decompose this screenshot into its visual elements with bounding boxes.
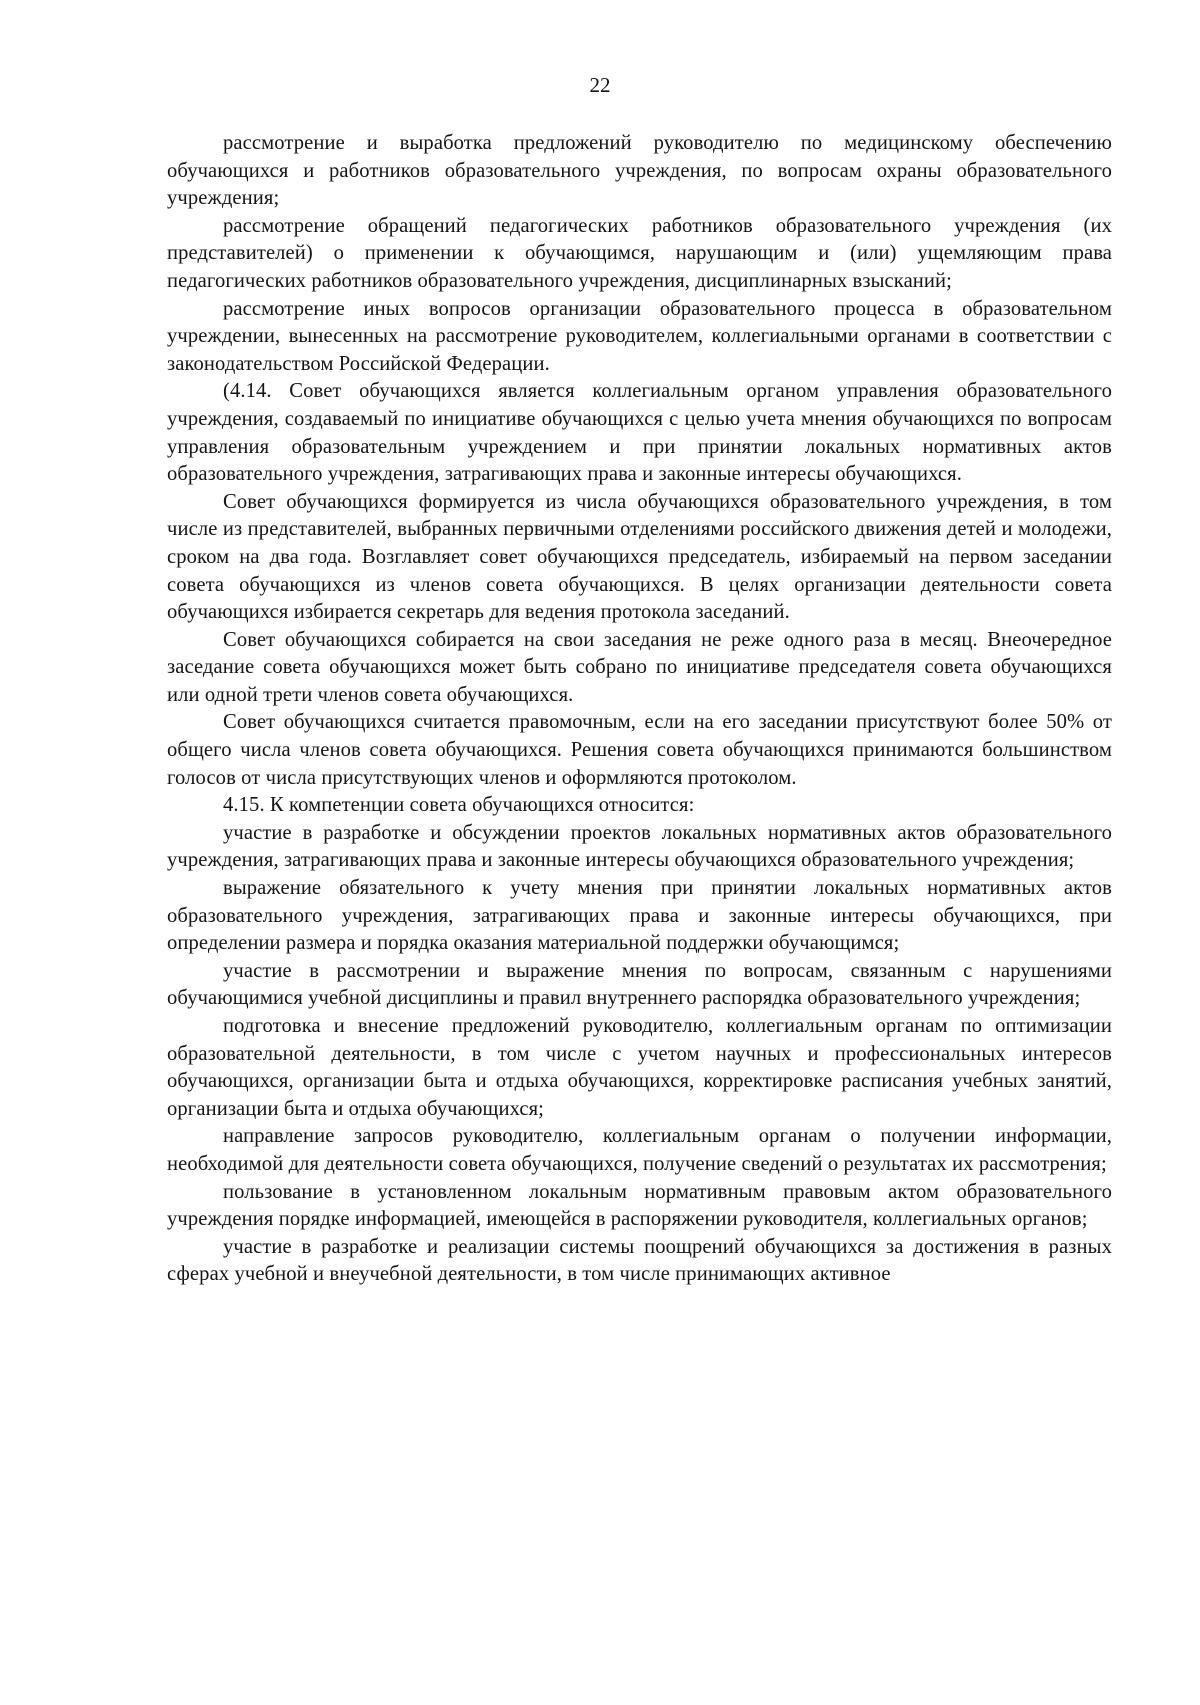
page-number: 22 xyxy=(589,73,611,97)
paragraph-information-use: пользование в установленном локальным нормативным правовым актом образовательного учреждения порядке информацией, имеющейся в распоряжении руководителя, коллегиальных органов; xyxy=(167,1180,1112,1231)
paragraph-optimization-proposals: подготовка и внесение предложений руководителю, коллегиальным органам по оптимизации образовательной деятельности, в том числе с учетом научных и профессиональных интересов обучающихся, организации быта и отдыха обучающихся, корректировке расписания учебных занятий, организации быта и отдыха обучающихся; xyxy=(167,1015,1112,1120)
paragraph-council-quorum: Совет обучающихся считается правомочным, если на его заседании присутствуют более 50% от общего числа членов совета обучающихся. Решения совета обучающихся принимаются большинством голосов от числа присутствующих членов и оформляются протоколом. xyxy=(167,711,1112,789)
paragraph-mandatory-opinion: выражение обязательного к учету мнения при принятии локальных нормативных актов образовательного учреждения, затрагивающих права и законные интересы обучающихся, при определении размера и порядка оказания материальной поддержки обучающимся; xyxy=(167,877,1112,955)
paragraph-medical-security: рассмотрение и выработка предложений руководителю по медицинскому обеспечению обучающихся и работников образовательного учреждения, по вопросам охраны образовательного учреждения; xyxy=(167,132,1112,210)
paragraph-other-questions: рассмотрение иных вопросов организации образовательного процесса в образовательном учреждении, вынесенных на рассмотрение руководителем, коллегиальными органами в соответствии с законодательством Российской Федерации. xyxy=(167,297,1112,375)
paragraph-reward-system: участие в разработке и реализации системы поощрений обучающихся за достижения в разных сферах учебной и внеучебной деятельности, в том числе принимающих активное xyxy=(167,1235,1112,1286)
paragraph-4-15-competence-heading: 4.15. К компетенции совета обучающихся относится: xyxy=(223,794,695,817)
paragraph-information-requests: направление запросов руководителю, коллегиальным органам о получении информации, необходимой для деятельности совета обучающихся, получение сведений о результатах их рассмотрения; xyxy=(167,1125,1112,1175)
document-body xyxy=(167,130,1112,1289)
paragraph-4-14-student-council: (4.14. Совет обучающихся является коллегиальным органом управления образовательного учреждения, создаваемый по инициативе обучающихся с целью учета мнения обучающихся по вопросам управления образовательным учреждением и при принятии локальных нормативных актов образовательного учреждения, затрагивающих права и законные интересы обучающихся. xyxy=(167,380,1112,486)
paragraph-council-meetings: Совет обучающихся собирается на свои заседания не реже одного раза в месяц. Внеочередное заседание совета обучающихся может быть собрано по инициативе председателя совета обучающихся или одной трети членов совета обучающихся. xyxy=(167,628,1112,706)
paragraph-council-formation: Совет обучающихся формируется из числа обучающихся образовательного учреждения, в том числе из представителей, выбранных первичными отделениями российского движения детей и молодежи, сроком на два года. Возглавляет совет обучающихся председатель, избираемый на первом заседании совета обучающихся из членов совета обучающихся. В целях организации деятельности совета обучающихся избирается секретарь для ведения протокола заседаний. xyxy=(167,490,1112,624)
paragraph-local-acts-participation: участие в разработке и обсуждении проектов локальных нормативных актов образовательного учреждения, затрагивающих права и законные интересы обучающихся образовательного учреждения; xyxy=(167,821,1112,872)
paragraph-discipline-violations: участие в рассмотрении и выражение мнения по вопросам, связанным с нарушениями обучающимися учебной дисциплины и правил внутреннего распорядка образовательного учреждения; xyxy=(167,959,1112,1010)
paragraph-teacher-appeals: рассмотрение обращений педагогических работников образовательного учреждения (их представителей) о применении к обучающимся, нарушающим и (или) ущемляющим права педагогических работников образовательного учреждения, дисциплинарных взысканий; xyxy=(167,214,1112,292)
